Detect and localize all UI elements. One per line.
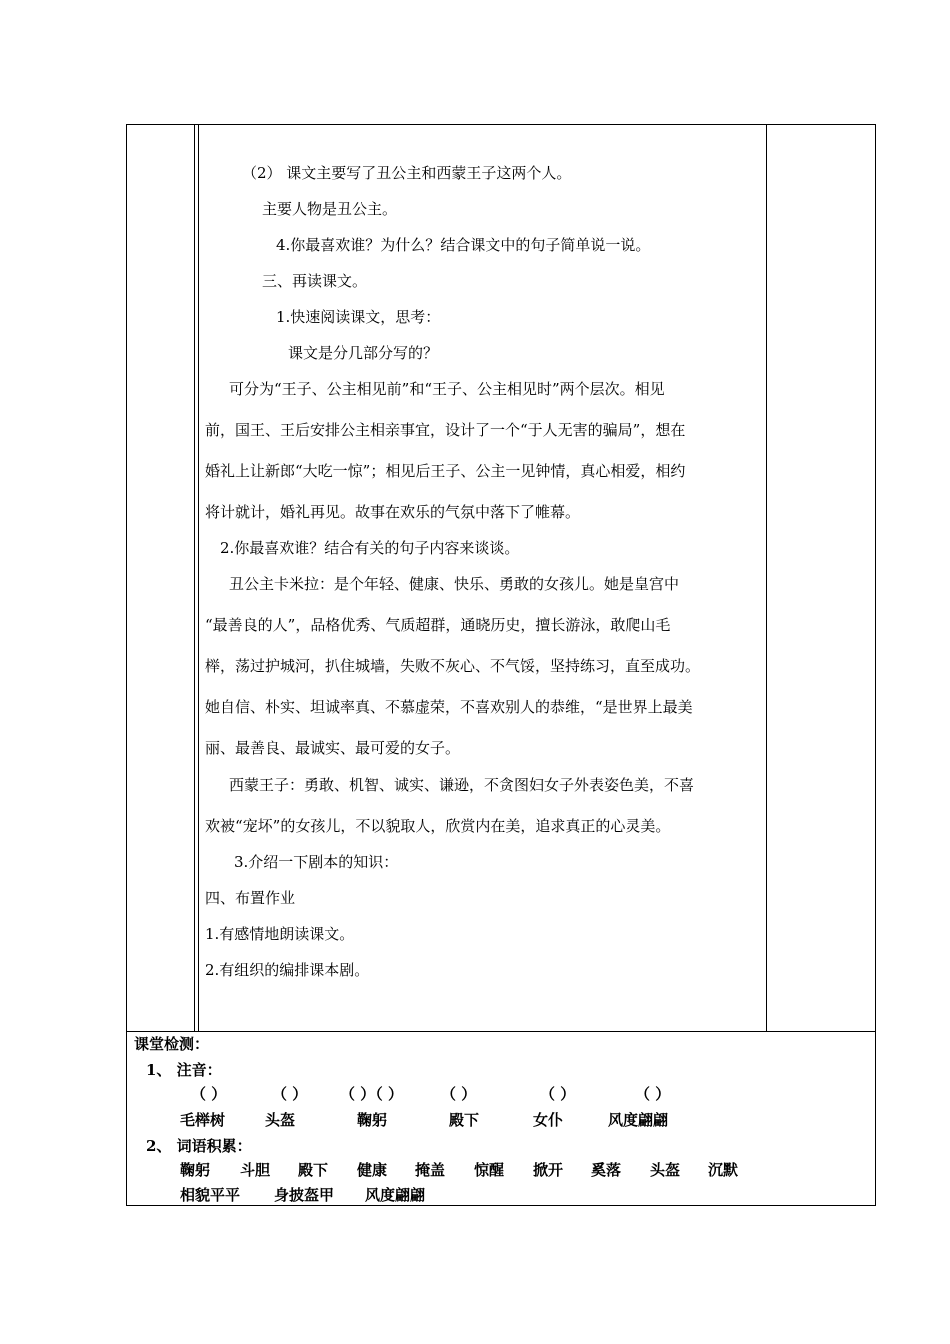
vocab-word: 奚落	[591, 1161, 622, 1179]
question-2-label: 2、 词语积累：	[146, 1137, 252, 1155]
lesson-line: 4.你最喜欢谁？为什么？结合课文中的句子简单说一说。	[276, 236, 651, 254]
lesson-line: 丽、最善良、最诚实、最可爱的女子。	[205, 739, 461, 757]
lesson-line: 四、布置作业	[205, 889, 296, 907]
pinyin-bracket: （ ）	[191, 1085, 227, 1103]
vocab-word: 健康	[357, 1161, 388, 1179]
lesson-line: （2） 课文主要写了丑公主和西蒙王子这两个人。	[242, 164, 572, 182]
vocab-word: 鞠躬	[180, 1161, 211, 1179]
lesson-line: 欢被“宠坏”的女孩儿，不以貌取人，欣赏内在美，追求真正的心灵美。	[205, 817, 671, 835]
lesson-line: 可分为“王子、公主相见前”和“王子、公主相见时”两个层次。相见	[229, 380, 665, 398]
question-1-label: 1、 注音：	[146, 1061, 222, 1079]
column-divider	[198, 125, 199, 1031]
lesson-line: 丑公主卡米拉：是个年轻、健康、快乐、勇敢的女孩儿。她是皇宫中	[229, 575, 680, 593]
vocab-word: 女仆	[533, 1111, 564, 1129]
lesson-line: 榉，荡过护城河，扒住城墙，失败不灰心、不气馁，坚持练习，直至成功。	[205, 657, 701, 675]
lesson-line: 课文是分几部分写的？	[288, 344, 439, 362]
vocab-word: 殿下	[298, 1161, 329, 1179]
lesson-line: 1.快速阅读课文，思考：	[276, 308, 441, 326]
vocab-word: 身披盔甲	[274, 1186, 335, 1204]
lesson-line: 1.有感情地朗读课文。	[205, 925, 355, 943]
lesson-line: 三、再读课文。	[262, 272, 368, 290]
column-divider	[766, 125, 767, 1031]
lesson-line: 她自信、朴实、坦诚率真、不慕虚荣，不喜欢别人的恭维，“是世界上最美	[205, 698, 693, 716]
pinyin-bracket: （ ）	[540, 1085, 576, 1103]
vocab-word: 风度翩翩	[608, 1111, 669, 1129]
lesson-line: 主要人物是丑公主。	[262, 200, 398, 218]
lesson-line: “最善良的人”，品格优秀、气质超群，通晓历史，擅长游泳，敢爬山毛	[205, 616, 671, 634]
vocab-word: 惊醒	[474, 1161, 505, 1179]
column-divider	[194, 125, 195, 1031]
vocab-word: 殿下	[449, 1111, 480, 1129]
row-divider	[127, 1031, 875, 1032]
check-title: 课堂检测：	[134, 1035, 210, 1053]
vocab-word: 毛榉树	[180, 1111, 226, 1129]
lesson-line: 将计就计，婚礼再见。故事在欢乐的气氛中落下了帷幕。	[205, 503, 581, 521]
pinyin-bracket: （ ）	[272, 1085, 308, 1103]
lesson-line: 婚礼上让新郎“大吃一惊”；相见后王子、公主一见钟情，真心相爱，相约	[205, 462, 686, 480]
pinyin-bracket: （ ）	[441, 1085, 477, 1103]
vocab-word: 头盔	[265, 1111, 296, 1129]
pinyin-bracket: （ ）（ ）	[340, 1085, 403, 1103]
vocab-word: 风度翩翩	[365, 1186, 426, 1204]
vocab-word: 掩盖	[415, 1161, 446, 1179]
vocab-word: 鞠躬	[357, 1111, 388, 1129]
lesson-line: 前，国王、王后安排公主相亲事宜，设计了一个“于人无害的骗局”，想在	[205, 421, 686, 439]
vocab-word: 掀开	[533, 1161, 564, 1179]
vocab-word: 相貌平平	[180, 1186, 241, 1204]
lesson-line: 2.有组织的编排课本剧。	[205, 961, 370, 979]
vocab-word: 斗胆	[240, 1161, 271, 1179]
vocab-word: 沉默	[708, 1161, 739, 1179]
vocab-word: 头盔	[650, 1161, 681, 1179]
pinyin-bracket: （ ）	[635, 1085, 671, 1103]
lesson-line: 西蒙王子：勇敢、机智、诚实、谦逊，不贪图妇女子外表姿色美，不喜	[229, 776, 695, 794]
lesson-line: 2.你最喜欢谁？结合有关的句子内容来谈谈。	[220, 539, 520, 557]
lesson-line: 3.介绍一下剧本的知识：	[234, 853, 399, 871]
